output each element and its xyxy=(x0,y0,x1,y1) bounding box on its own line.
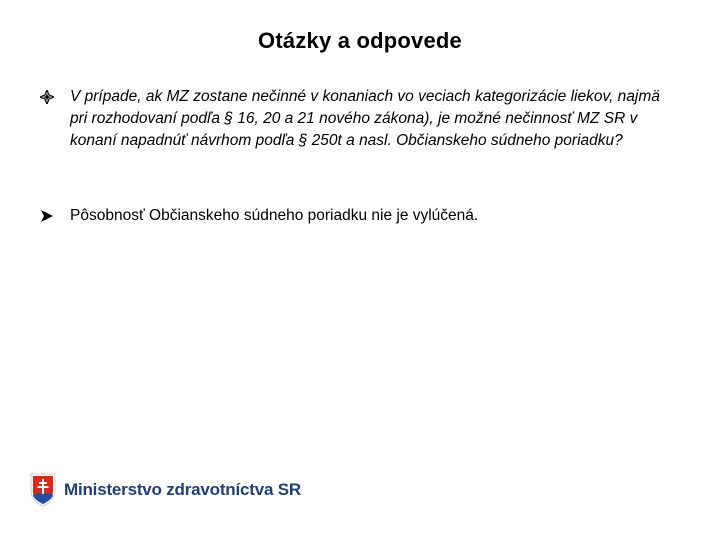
question-text: V prípade, ak MZ zostane nečinné v konaniach vo veciach kategorizácie liekov, najmä pri rozhodovaní podľa § 16, 20 a 21 nového zákona), je možné nečinnosť MZ SR v konaní napadnúť návrhom podľa § 250t a nasl. Občianskeho súdneho poriadku? xyxy=(70,88,660,149)
answer-bullet xyxy=(40,205,680,227)
diamond-bullet-icon xyxy=(40,86,70,108)
slovak-coat-of-arms-icon xyxy=(30,473,56,507)
answer-text: Pôsobnosť Občianskeho súdneho poriadku nie je vylúčená. xyxy=(70,207,479,224)
ministry-logo xyxy=(30,472,301,508)
question-bullet xyxy=(40,86,680,152)
arrow-bullet-icon xyxy=(40,205,70,227)
ministry-name: Ministerstvo zdravotníctva SR xyxy=(64,480,301,499)
slide-title: Otázky a odpovede xyxy=(258,28,462,53)
